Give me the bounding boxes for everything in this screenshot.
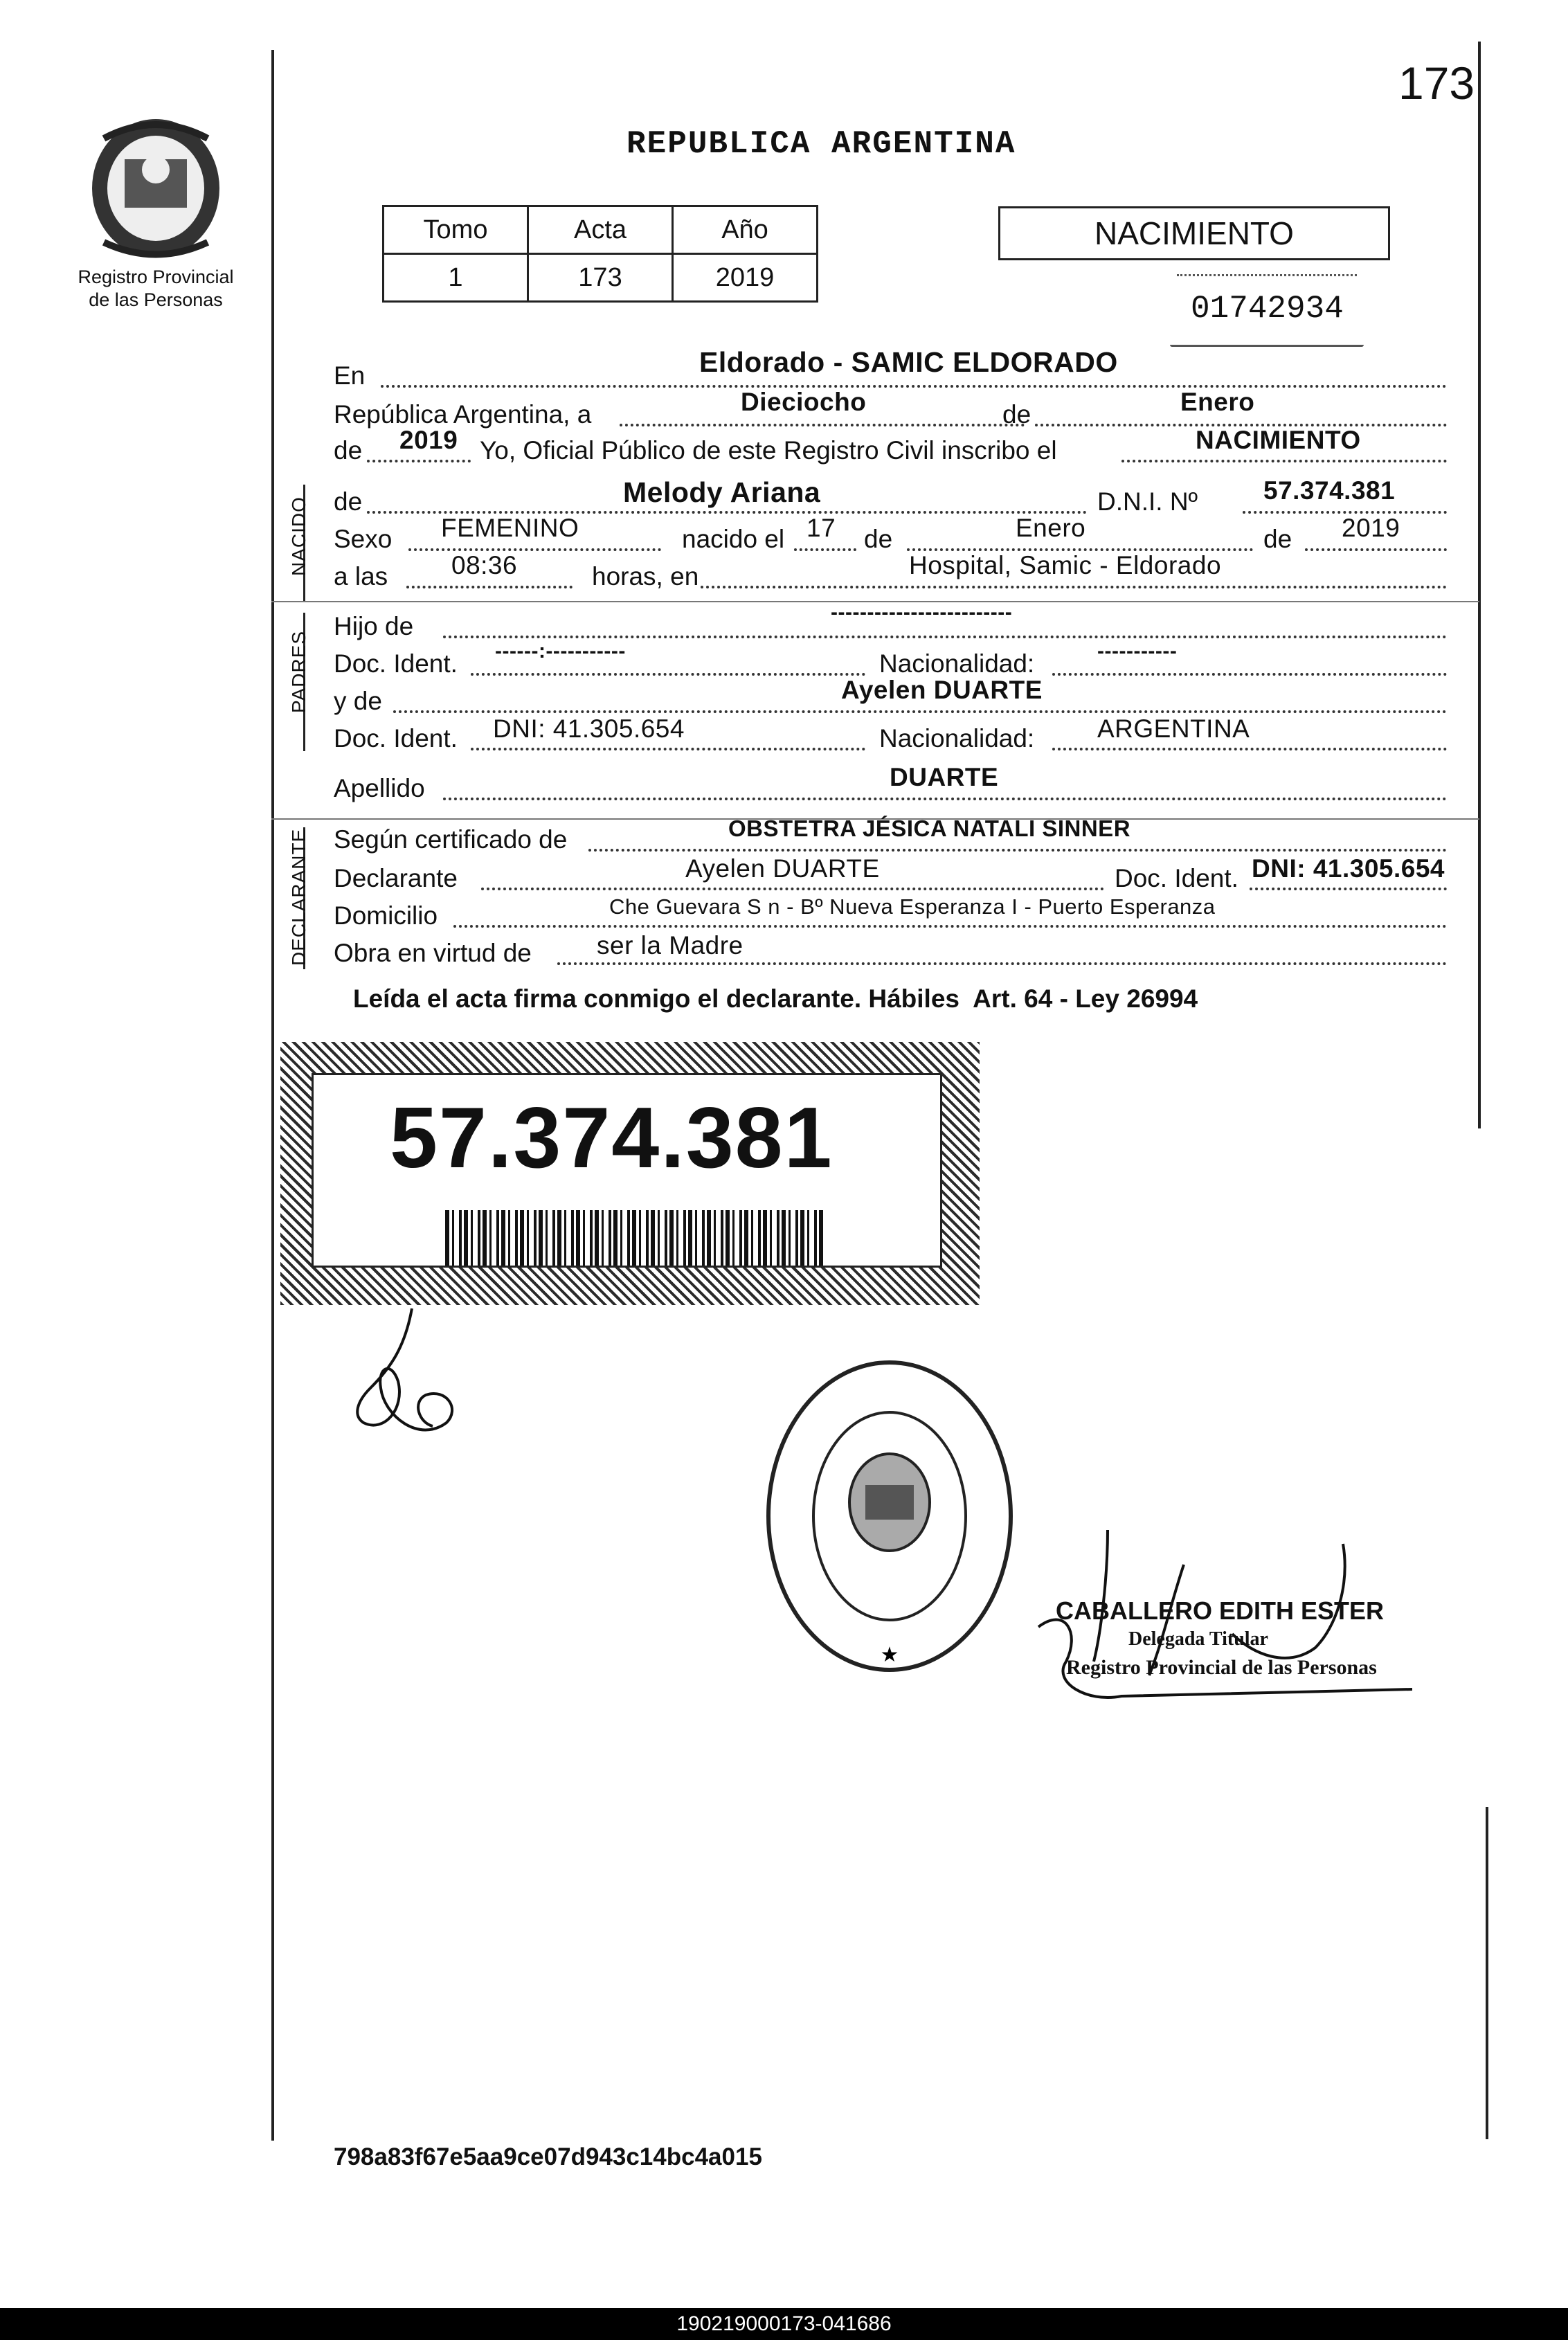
dni-value: 57.374.381: [1263, 476, 1396, 505]
yde-label: y de: [334, 687, 382, 715]
place-value: Hospital, Samic - Eldorado: [909, 551, 1222, 579]
birth-month: Enero: [1016, 514, 1086, 542]
section-padres: PADRES: [288, 630, 309, 713]
footer-bar: [0, 2308, 1568, 2340]
section-declarante: DECLARANTE: [288, 828, 309, 966]
nac2-label: Nacionalidad:: [879, 724, 1035, 753]
nac1-label: Nacionalidad:: [879, 649, 1035, 678]
birth-de1: de: [864, 525, 893, 553]
mother-value: Ayelen DUARTE: [841, 676, 1043, 704]
name-label: de: [334, 487, 363, 516]
serial-number: 01742934: [1191, 291, 1344, 327]
sexo-label: Sexo: [334, 525, 393, 553]
declarant-signature: [343, 1305, 467, 1443]
horas-label: horas, en: [592, 562, 699, 591]
coat-of-arms-icon: [76, 111, 235, 263]
doc1-label: Doc. Ident.: [334, 649, 458, 678]
birth-de2: de: [1263, 525, 1292, 553]
time-value: 08:36: [451, 551, 518, 579]
dni-label: D.N.I. Nº: [1097, 487, 1198, 516]
decl-doc-value: DNI: 41.305.654: [1252, 854, 1445, 883]
birth-day: 17: [806, 514, 836, 542]
name-value: Melody Ariana: [623, 476, 821, 508]
domicilio-value: Che Guevara S n - Bº Nueva Esperanza I - Puerto Esperanza: [609, 894, 1216, 919]
doc2-label: Doc. Ident.: [334, 724, 458, 753]
closing-text: Leída el acta firma conmigo el declarante. Hábiles Art. 64 - Ley 26994: [353, 984, 1198, 1013]
svg-text:★: ★: [880, 1643, 899, 1667]
id-sticker-number: 57.374.381: [390, 1090, 833, 1186]
apellido-label: Apellido: [334, 774, 425, 802]
id-sticker: [280, 1042, 980, 1305]
official-signature: [1025, 1523, 1412, 1731]
domicilio-label: Domicilio: [334, 901, 438, 930]
republica-label: República Argentina, a: [334, 400, 592, 429]
record-header-tomo: Tomo: [384, 206, 528, 254]
day-value: Dieciocho: [741, 388, 867, 416]
obra-value: ser la Madre: [597, 931, 744, 960]
a-las-label: a las: [334, 562, 388, 591]
inscribo-text: Yo, Oficial Público de este Registro Civil inscribo el: [480, 436, 1057, 465]
declarante-label: Declarante: [334, 864, 458, 892]
inscribo-value: NACIMIENTO: [1196, 426, 1361, 454]
decl-doc-label: Doc. Ident.: [1115, 864, 1238, 892]
doc-type: NACIMIENTO: [1094, 215, 1294, 251]
obra-label: Obra en virtud de: [334, 939, 532, 967]
birth-year: 2019: [1342, 514, 1400, 542]
en-label: En: [334, 361, 366, 390]
record-value-ano: 2019: [673, 254, 818, 302]
id-barcode: [445, 1210, 826, 1266]
en-value: Eldorado - SAMIC ELDORADO: [699, 346, 1118, 378]
cert-label: Según certificado de: [334, 825, 568, 854]
nac2-value: ARGENTINA: [1097, 714, 1250, 743]
hijo-label: Hijo de: [334, 612, 414, 640]
hijo-value: -------------------------: [831, 601, 1013, 624]
declarante-value: Ayelen DUARTE: [685, 854, 880, 883]
record-value-acta: 173: [528, 254, 673, 302]
registry-name-2: de las Personas: [89, 289, 223, 310]
document-hash: 798a83f67e5aa9ce07d943c14bc4a015: [334, 2143, 762, 2170]
doc1-value: ------:-----------: [495, 640, 626, 663]
apellido-value: DUARTE: [890, 763, 999, 791]
doc2-value: DNI: 41.305.654: [493, 714, 685, 743]
record-value-tomo: 1: [384, 254, 528, 302]
nacido-label: nacido el: [682, 525, 785, 553]
official-office: Registro Provincial de las Personas: [1066, 1656, 1377, 1679]
year-prefix: de: [334, 436, 363, 465]
official-title: Delegada Titular: [1128, 1628, 1268, 1650]
nac1-value: -----------: [1097, 640, 1178, 663]
month-value: Enero: [1180, 388, 1255, 416]
page-number: 173: [1398, 57, 1475, 109]
official-name: CABALLERO EDITH ESTER: [1056, 1596, 1385, 1625]
official-seal: [762, 1357, 1018, 1675]
seal-emblem-icon: [762, 1357, 1018, 1675]
footer-code: 190219000173-041686: [676, 2312, 892, 2335]
registry-logo: [76, 111, 235, 263]
record-table: [382, 205, 818, 303]
cert-value: OBSTETRA JÉSICA NATALI SINNER: [728, 816, 1131, 841]
record-header-ano: Año: [673, 206, 818, 254]
doc-type-box: [998, 206, 1390, 260]
registry-name-1: Registro Provincial: [78, 267, 234, 287]
sexo-value: FEMENINO: [441, 514, 579, 542]
de-label: de: [1002, 400, 1031, 429]
section-nacido: NACIDO: [288, 496, 309, 576]
country-heading: REPUBLICA ARGENTINA: [627, 126, 1016, 162]
record-header-acta: Acta: [528, 206, 673, 254]
year-value: 2019: [399, 426, 458, 454]
